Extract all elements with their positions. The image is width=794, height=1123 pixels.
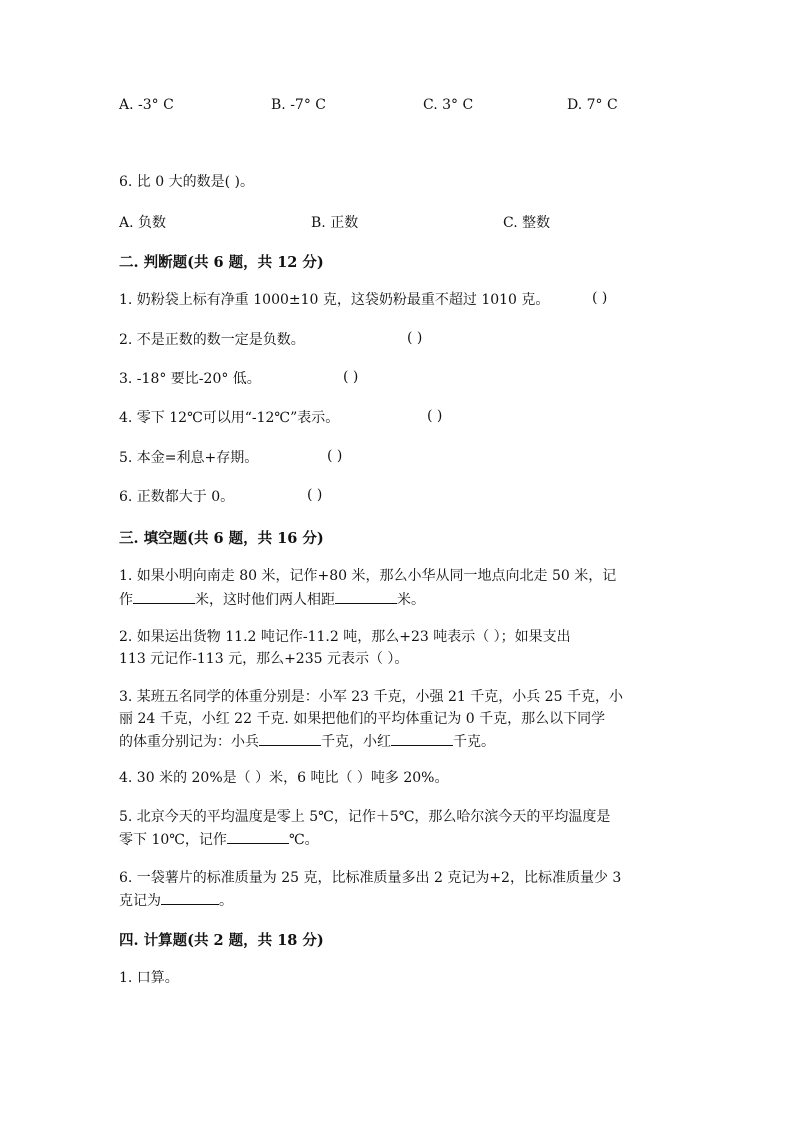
fill-item-3-line-3: 的体重分别记为：小兵 千克，小红 千克。 xyxy=(119,731,495,752)
option-d: D. 7° C xyxy=(567,97,618,113)
fill-item-3-line-1: 3. 某班五名同学的体重分别是：小军 23 千克，小强 21 千克，小兵 25 千克，小 xyxy=(119,689,623,705)
option-a: A. -3° C xyxy=(119,97,174,113)
section-3-title: 三. 填空题(共 6 题，共 16 分) xyxy=(119,530,324,547)
judge-item-3: 3. -18° 要比-20° 低。 xyxy=(119,371,261,387)
answer-paren: ( ) xyxy=(427,408,443,424)
judge-item-1: 1. 奶粉袋上标有净重 1000±10 克，这袋奶粉最重不超过 1010 克。 xyxy=(119,292,550,308)
option-c: C. 3° C xyxy=(423,97,474,113)
calc-item-1: 1. 口算。 xyxy=(119,970,179,986)
judge-item-2: 2. 不是正数的数一定是负数。 xyxy=(119,332,305,348)
judge-item-6: 6. 正数都大于 0。 xyxy=(119,489,235,505)
option-a: A. 负数 xyxy=(119,215,167,231)
answer-blank[interactable] xyxy=(391,731,453,746)
judge-item-5: 5. 本金=利息+存期。 xyxy=(119,450,259,466)
answer-blank[interactable] xyxy=(227,829,289,844)
option-c: C. 整数 xyxy=(503,215,551,231)
answer-paren: ( ) xyxy=(592,290,608,306)
fill-item-4: 4. 30 米的 20%是（ ）米，6 吨比（ ）吨多 20%。 xyxy=(119,770,449,786)
fill-item-2-line-1: 2. 如果运出货物 11.2 吨记作-11.2 吨，那么+23 吨表示（ ）；如果支出 xyxy=(119,629,571,645)
fill-item-6-line-2: 克记为 。 xyxy=(119,890,233,911)
answer-paren: ( ) xyxy=(343,369,359,385)
fill-item-5-line-1: 5. 北京今天的平均温度是零上 5℃，记作＋5℃，那么哈尔滨今天的平均温度是 xyxy=(119,809,611,825)
judge-item-4: 4. 零下 12℃可以用“-12℃”表示。 xyxy=(119,410,340,426)
fill-item-3-line-2: 丽 24 千克，小红 22 千克. 如果把他们的平均体重记为 0 千克，那么以下同学 xyxy=(119,711,606,727)
fill-item-5-line-2: 零下 10℃，记作 ℃。 xyxy=(119,829,319,850)
fill-item-1-line-1: 1. 如果小明向南走 80 米，记作+80 米，那么小华从同一地点向北走 50 米，记 xyxy=(119,568,617,584)
section-4-title: 四. 计算题(共 2 题，共 18 分) xyxy=(119,932,324,949)
question-6-text: 6. 比 0 大的数是( )。 xyxy=(119,174,254,190)
fill-item-6-line-1: 6. 一袋薯片的标准质量为 25 克，比标准质量多出 2 克记为+2，比标准质量少 3 xyxy=(119,870,622,886)
answer-blank[interactable] xyxy=(161,890,219,905)
option-b: B. 正数 xyxy=(311,215,359,231)
answer-blank[interactable] xyxy=(335,589,397,604)
fill-item-2-line-2: 113 元记作-113 元，那么+235 元表示（ ）。 xyxy=(119,651,409,667)
fill-item-1-line-2: 作 米，这时他们两人相距 米。 xyxy=(119,589,425,610)
option-b: B. -7° C xyxy=(271,97,326,113)
section-2-title: 二. 判断题(共 6 题，共 12 分) xyxy=(119,254,324,271)
answer-blank[interactable] xyxy=(259,731,321,746)
answer-blank[interactable] xyxy=(133,589,195,604)
answer-paren: ( ) xyxy=(307,487,323,503)
answer-paren: ( ) xyxy=(327,448,343,464)
answer-paren: ( ) xyxy=(407,330,423,346)
